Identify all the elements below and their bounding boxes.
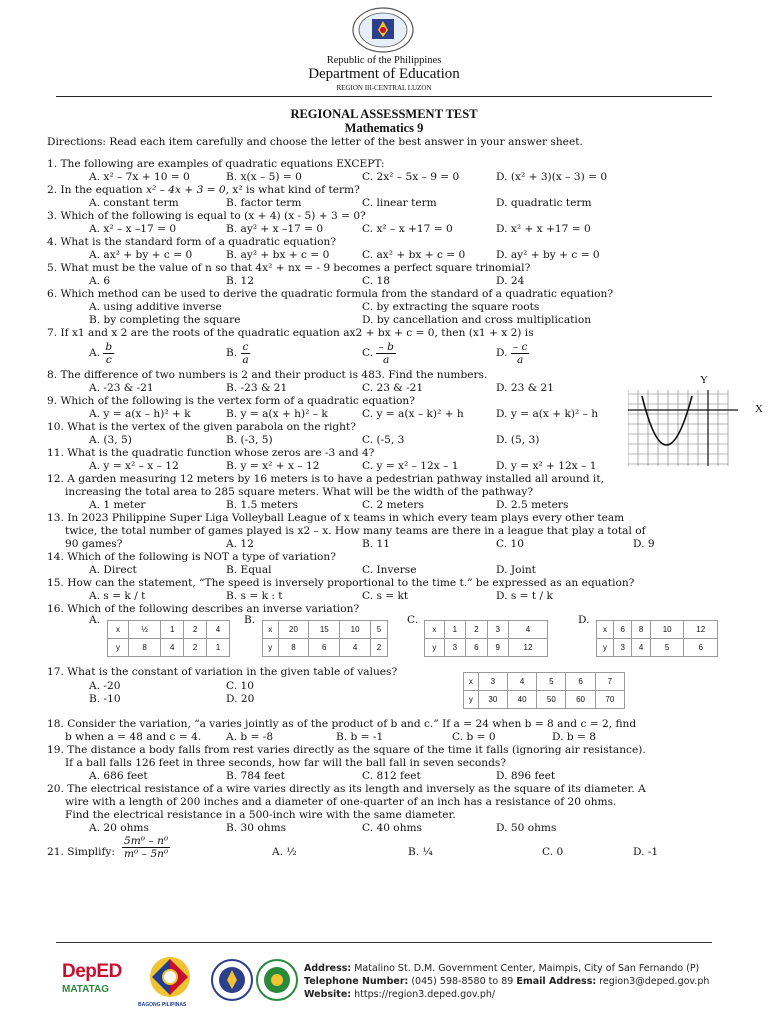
question-16: 16. Which of the following describes an inverse variation?: [47, 603, 360, 615]
q3-option-d: D. x² + x +17 = 0: [496, 223, 591, 235]
directions: Directions: Read each item carefully and choose the letter of the best answer in your answer sheet.: [47, 136, 583, 148]
question-2: 2. In the equation x² – 4x + 3 = 0, x² is what kind of term?: [47, 184, 360, 196]
table-row: x 20 15 10 5: [263, 621, 388, 639]
question-13-line3: 90 games?: [65, 538, 123, 550]
q4-option-a: A. ax² + by + c = 0: [89, 249, 193, 261]
table-row: y 3 6 9 12: [425, 639, 548, 657]
q12-option-d: D. 2.5 meters: [496, 499, 569, 511]
question-21: 21. Simplify:: [47, 846, 115, 858]
table-row: y 30 40 50 60 70: [464, 691, 625, 709]
q18-option-a: A. b = -8: [226, 731, 274, 743]
q7-option-b: B. $\frac{c}{a}$: [226, 341, 249, 366]
q13-option-c: C. 10: [496, 538, 524, 550]
q1-option-c: C. 2x² – 5x – 9 = 0: [362, 171, 460, 183]
q19-option-c: C. 812 feet: [362, 770, 421, 782]
q8-option-c: C. 23 & -21: [362, 382, 424, 394]
q17-option-b: B. -10: [89, 693, 121, 705]
footer-contact: Telephone Number: (045) 598-8580 to 89 Email Address: region3@deped.gov.ph: [304, 976, 710, 987]
q12-option-a: A. 1 meter: [89, 499, 146, 511]
question-11: 11. What is the quadratic function whose zeros are -3 and 4?: [47, 447, 375, 459]
deped-wordmark: DepED: [62, 961, 122, 982]
q21-fraction: $\frac{\text{5m⁰ – n⁰}}{\text{m⁰ – 5n⁰}}$: [124, 835, 169, 860]
q21-option-d: D. -1: [633, 846, 659, 858]
question-7: 7. If x1 and x 2 are the roots of the quadratic equation ax2 + bx + c = 0, then (x1 + x 2) is: [47, 327, 534, 339]
q16-table-d: [596, 620, 718, 657]
q20-option-b: B. 30 ohms: [226, 822, 287, 834]
republic-line: Republic of the Philippines: [326, 55, 442, 66]
q13-option-d: D. 9: [633, 538, 655, 550]
q18-option-d: D. b = 8: [552, 731, 596, 743]
q2-option-d: D. quadratic term: [496, 197, 592, 209]
q15-option-a: A. s = k / t: [89, 590, 146, 602]
question-15: 15. How can the statement, “The speed is inversely proportional to the time t.” be expressed as an equation?: [47, 577, 635, 589]
q12-option-b: B. 1.5 meters: [226, 499, 299, 511]
q11-option-c: C. y = x² – 12x – 1: [362, 460, 459, 472]
question-20-line3: Find the electrical resistance in a 500-inch wire with the same diameter.: [65, 809, 456, 821]
deped-seal: [350, 6, 416, 54]
q4-option-c: C. ax² + bx + c = 0: [362, 249, 466, 261]
website-link[interactable]: https://region3.deped.gov.ph/: [354, 989, 496, 1000]
q18-option-b: B. b = -1: [336, 731, 384, 743]
question-12: 12. A garden measuring 12 meters by 16 meters is to have a pedestrian pathway installed all around it,: [47, 473, 604, 485]
q3-option-a: A. x² – x –17 = 0: [89, 223, 177, 235]
q9-option-d: D. y = a(x + k)² – h: [496, 408, 599, 420]
q11-option-b: B. y = x² + x – 12: [226, 460, 320, 472]
q5-option-b: B. 12: [226, 275, 254, 287]
q17-table: [463, 672, 625, 709]
question-20: 20. The electrical resistance of a wire varies directly as its length and inversely as the square of its diameter. A: [47, 783, 646, 795]
q20-option-a: A. 20 ohms: [89, 822, 149, 834]
q17-option-d: D. 20: [226, 693, 255, 705]
q21-option-a: A. ½: [272, 846, 297, 858]
q10-option-c: C. (-5, 3: [362, 434, 405, 446]
q14-option-b: B. Equal: [226, 564, 272, 576]
question-4: 4. What is the standard form of a quadratic equation?: [47, 236, 337, 248]
q20-option-d: D. 50 ohms: [496, 822, 557, 834]
bagong-pilipinas-logo: [146, 955, 194, 1001]
question-1: 1. The following are examples of quadratic equations EXCEPT:: [47, 158, 385, 170]
q6-option-a: A. using additive inverse: [89, 301, 222, 313]
q14-option-d: D. Joint: [496, 564, 536, 576]
question-19-line2: If a ball falls 126 feet in three seconds, how far will the ball fall in seven seconds?: [65, 757, 507, 769]
deped-region-seal: [210, 958, 254, 1002]
q16-table-c: [424, 620, 548, 657]
question-13: 13. In 2023 Philippine Super Liga Volleyball League of x teams in which every team plays every other team: [47, 512, 625, 524]
q10-option-b: B. (-3, 5): [226, 434, 273, 446]
q5-option-c: C. 18: [362, 275, 390, 287]
q5-option-a: A. 6: [89, 275, 111, 287]
bagong-pilipinas-text: BAGONG PILIPINAS: [138, 1002, 187, 1008]
q19-option-d: D. 896 feet: [496, 770, 556, 782]
q10-option-a: A. (3, 5): [89, 434, 132, 446]
q2-option-c: C. linear term: [362, 197, 437, 209]
parabola-graph: [628, 390, 752, 466]
q16-table-a: [107, 620, 230, 657]
question-13-line2: twice, the total number of games played is x2 – x. How many teams are there in a league that play a total of: [65, 525, 646, 537]
q9-option-a: A. y = a(x – h)² + k: [89, 408, 191, 420]
q14-option-c: C. Inverse: [362, 564, 417, 576]
question-14: 14. Which of the following is NOT a type of variation?: [47, 551, 336, 563]
question-6: 6. Which method can be used to derive the quadratic formula from the standard of a quadratic equation?: [47, 288, 614, 300]
q17-option-a: A. -20: [89, 680, 121, 692]
q21-option-b: B. ¼: [408, 846, 433, 858]
question-19: 19. The distance a body falls from rest varies directly as the square of the time it falls (ignoring air resistance).: [47, 744, 646, 756]
test-title: REGIONAL ASSESSMENT TEST: [290, 107, 478, 121]
q11-option-d: D. y = x² + 12x – 1: [496, 460, 597, 472]
q3-option-b: B. ay² + x –17 = 0: [226, 223, 324, 235]
q16-option-b-label: B.: [244, 614, 256, 626]
table-row: x 6 8 10 12: [597, 621, 718, 639]
graph-x-label: X: [755, 403, 763, 415]
table-row: x ½ 1 2 4: [108, 621, 230, 639]
q14-option-a: A. Direct: [89, 564, 137, 576]
q13-option-b: B. 11: [362, 538, 390, 550]
q6-option-b: B. by completing the square: [89, 314, 241, 326]
question-3: 3. Which of the following is equal to (x + 4) (x - 5) + 3 = 0?: [47, 210, 366, 222]
q8-option-b: B. -23 & 21: [226, 382, 288, 394]
deped-matatag-logo: [62, 962, 126, 1006]
q5-option-d: D. 24: [496, 275, 525, 287]
question-18-line2: b when a = 48 and c = 4.: [65, 731, 202, 743]
q2-option-b: B. factor term: [226, 197, 302, 209]
table-row: y 8 6 4 2: [263, 639, 388, 657]
q8-option-d: D. 23 & 21: [496, 382, 554, 394]
footer-rule: [56, 942, 712, 943]
q7-option-c: C. $\frac{- b}{a}$: [362, 341, 394, 366]
q7-option-d: D. $\frac{- c}{a}$: [496, 341, 528, 366]
question-18: 18. Consider the variation, “a varies jointly as of the product of b and c.” If a = 24 when b = 8 and c = 2, find: [47, 718, 637, 730]
question-9: 9. Which of the following is the vertex form of a quadratic equation?: [47, 395, 415, 407]
footer-website: Website: https://region3.deped.gov.ph/: [304, 989, 496, 1000]
q15-option-b: B. s = k : t: [226, 590, 283, 602]
graph-y-label: Y: [700, 374, 708, 386]
region-name: REGION III-CENTRAL LUZON: [336, 84, 432, 92]
table-row: x 3 4 5 6 7: [464, 673, 625, 691]
q10-option-d: D. (5, 3): [496, 434, 540, 446]
q4-option-d: D. ay² + by + c = 0: [496, 249, 600, 261]
q4-option-b: B. ay² + bx + c = 0: [226, 249, 330, 261]
question-20-line2: wire with a length of 200 inches and a diameter of one-quarter of an inch has a resistance of 20 ohms.: [65, 796, 617, 808]
matatag-wordmark: MATATAG: [62, 984, 110, 995]
q16-option-c-label: C.: [407, 614, 419, 626]
q12-option-c: C. 2 meters: [362, 499, 424, 511]
department-name: Department of Education: [308, 66, 460, 82]
question-12-line2: increasing the total area to 285 square meters. What will be the width of the pathway?: [65, 486, 534, 498]
q7-option-a: A. $\frac{b}{c}$: [89, 341, 113, 366]
q15-option-c: C. s = kt: [362, 590, 409, 602]
question-8: 8. The difference of two numbers is 2 and their product is 483. Find the numbers.: [47, 369, 488, 381]
q18-option-c: C. b = 0: [452, 731, 496, 743]
footer-address: Address: Matalino St. D.M. Government Center, Maimpis, City of San Fernando (P): [304, 963, 700, 974]
q9-option-c: C. y = a(x – k)² + h: [362, 408, 464, 420]
q2-option-a: A. constant term: [89, 197, 179, 209]
q6-option-d: D. by cancellation and cross multiplication: [362, 314, 592, 326]
table-row: y 3 4 5 6: [597, 639, 718, 657]
q17-option-c: C. 10: [226, 680, 254, 692]
q9-option-b: B. y = a(x + h)² – k: [226, 408, 328, 420]
q16-option-d-label: D.: [578, 614, 590, 626]
q13-option-a: A. 12: [226, 538, 254, 550]
q3-option-c: C. x² – x +17 = 0: [362, 223, 453, 235]
subject-title: Mathematics 9: [344, 121, 424, 135]
header-rule: [56, 96, 712, 97]
q16-option-a-label: A.: [89, 614, 101, 626]
question-17: 17. What is the constant of variation in the given table of values?: [47, 666, 398, 678]
question-5: 5. What must be the value of n so that 4x² + nx = - 9 becomes a perfect square trinomial?: [47, 262, 531, 274]
q16-table-b: [262, 620, 388, 657]
region-office-seal: [255, 958, 299, 1002]
q8-option-a: A. -23 & -21: [89, 382, 154, 394]
q20-option-c: C. 40 ohms: [362, 822, 422, 834]
question-10: 10. What is the vertex of the given parabola on the right?: [47, 421, 356, 433]
q11-option-a: A. y = x² – x – 12: [89, 460, 179, 472]
q1-option-a: A. x² – 7x + 10 = 0: [89, 171, 190, 183]
q6-option-c: C. by extracting the square roots: [362, 301, 540, 313]
q1-option-b: B. x(x – 5) = 0: [226, 171, 302, 183]
q21-option-c: C. 0: [542, 846, 564, 858]
table-row: y 8 4 2 1: [108, 639, 230, 657]
q19-option-b: B. 784 feet: [226, 770, 285, 782]
table-row: x 1 2 3 4: [425, 621, 548, 639]
q15-option-d: D. s = t / k: [496, 590, 553, 602]
q19-option-a: A. 686 feet: [89, 770, 148, 782]
q1-option-d: D. (x² + 3)(x – 3) = 0: [496, 171, 608, 183]
